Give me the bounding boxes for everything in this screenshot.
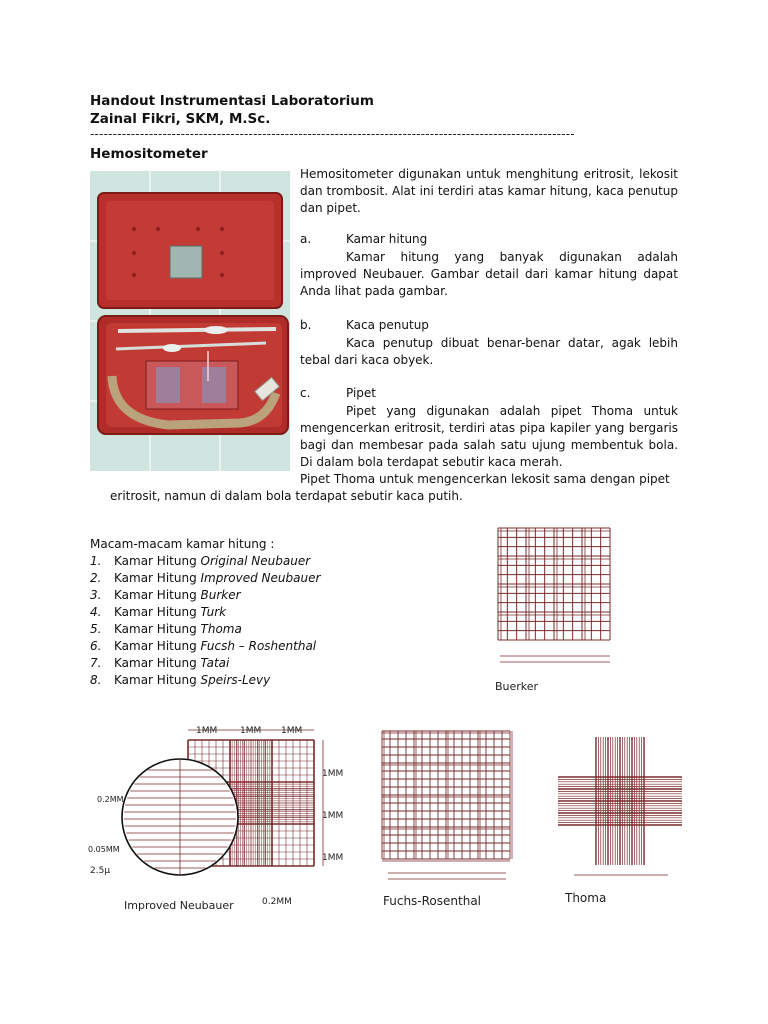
list-item: 6. Kamar Hitung Fucsh – Roshenthal	[90, 639, 317, 653]
hemocytometer-photo	[90, 171, 290, 471]
list-item: 8. Kamar Hitung Speirs-Levy	[90, 673, 271, 687]
item-b-body: Kaca penutup dibuat benar-benar datar, agak lebih tebal dari kaca obyek.	[300, 336, 678, 367]
buerker-grid-figure	[490, 522, 620, 672]
intro-paragraph: Hemositometer digunakan untuk menghitung eritrosit, lekosit dan trombosit. Alat ini terdiri atas kamar hitung, kaca penutup dan pipet.	[300, 167, 678, 215]
neubauer-top-label-1: 1MM	[196, 726, 218, 736]
item-a-title: Kamar hitung	[346, 232, 428, 246]
list-item: 2. Kamar Hitung Improved Neubauer	[90, 571, 321, 585]
neubauer-right-label-1: 1MM	[322, 769, 344, 779]
item-c-label: c.	[300, 386, 311, 400]
list-item: 1. Kamar Hitung Original Neubauer	[90, 554, 311, 568]
document-title: Handout Instrumentasi Laboratorium	[90, 93, 374, 109]
item-c-body: Pipet yang digunakan adalah pipet Thoma untuk mengencerkan eritrosit, terdiri atas pipa kapiler yang bergaris bagi dan membesar pada salah satu ujung membentuk bola. Di dalam bola terdapat sebutir kaca merah.	[300, 404, 678, 469]
thoma-caption: Thoma	[565, 891, 607, 905]
item-a-label: a.	[300, 232, 312, 246]
neubauer-left-label-25: 2.5μ	[90, 866, 111, 876]
section-title: Hemositometer	[90, 146, 208, 162]
item-b-title: Kaca penutup	[346, 318, 429, 332]
neubauer-bottom-label-02: 0.2MM	[262, 897, 292, 907]
item-c-title: Pipet	[346, 386, 377, 400]
header-rule: -----------------------------------------------------------------------------------------------------------	[90, 127, 575, 141]
fuchs-rosenthal-caption: Fuchs-Rosenthal	[383, 894, 482, 908]
list-item: 4. Kamar Hitung Turk	[90, 605, 227, 619]
neubauer-top-label-2: 1MM	[240, 726, 262, 736]
neubauer-caption: Improved Neubauer	[124, 899, 234, 912]
list-item: 3. Kamar Hitung Burker	[90, 588, 241, 602]
document-author: Zainal Fikri, SKM, M.Sc.	[90, 111, 271, 127]
neubauer-right-label-2: 1MM	[322, 811, 344, 821]
chamber-list	[90, 553, 320, 689]
neubauer-right-label-3: 1MM	[322, 853, 344, 863]
item-a-body: Kamar hitung yang banyak digunakan adalah improved Neubauer. Gambar detail dari kamar hitung dapat Anda lihat pada gambar.	[300, 250, 678, 298]
thoma-note-paragraph: Pipet Thoma untuk mengencerkan lekosit sama dengan pipet eritrosit, namun di dalam bola terdapat sebutir kaca putih.	[110, 472, 670, 503]
neubauer-top-label-3: 1MM	[281, 726, 303, 736]
buerker-caption: Buerker	[495, 680, 539, 693]
item-b-label: b.	[300, 318, 312, 332]
neubauer-left-label-02: 0.2MM	[97, 795, 124, 804]
chamber-list-intro: Macam-macam kamar hitung :	[90, 537, 275, 551]
improved-neubauer-figure	[88, 722, 350, 917]
neubauer-left-label-005: 0.05MM	[88, 845, 120, 854]
list-item: 7. Kamar Hitung Tatai	[90, 656, 230, 670]
fuchs-rosenthal-figure	[378, 727, 516, 887]
thoma-figure	[556, 735, 684, 885]
list-item: 5. Kamar Hitung Thoma	[90, 622, 242, 636]
